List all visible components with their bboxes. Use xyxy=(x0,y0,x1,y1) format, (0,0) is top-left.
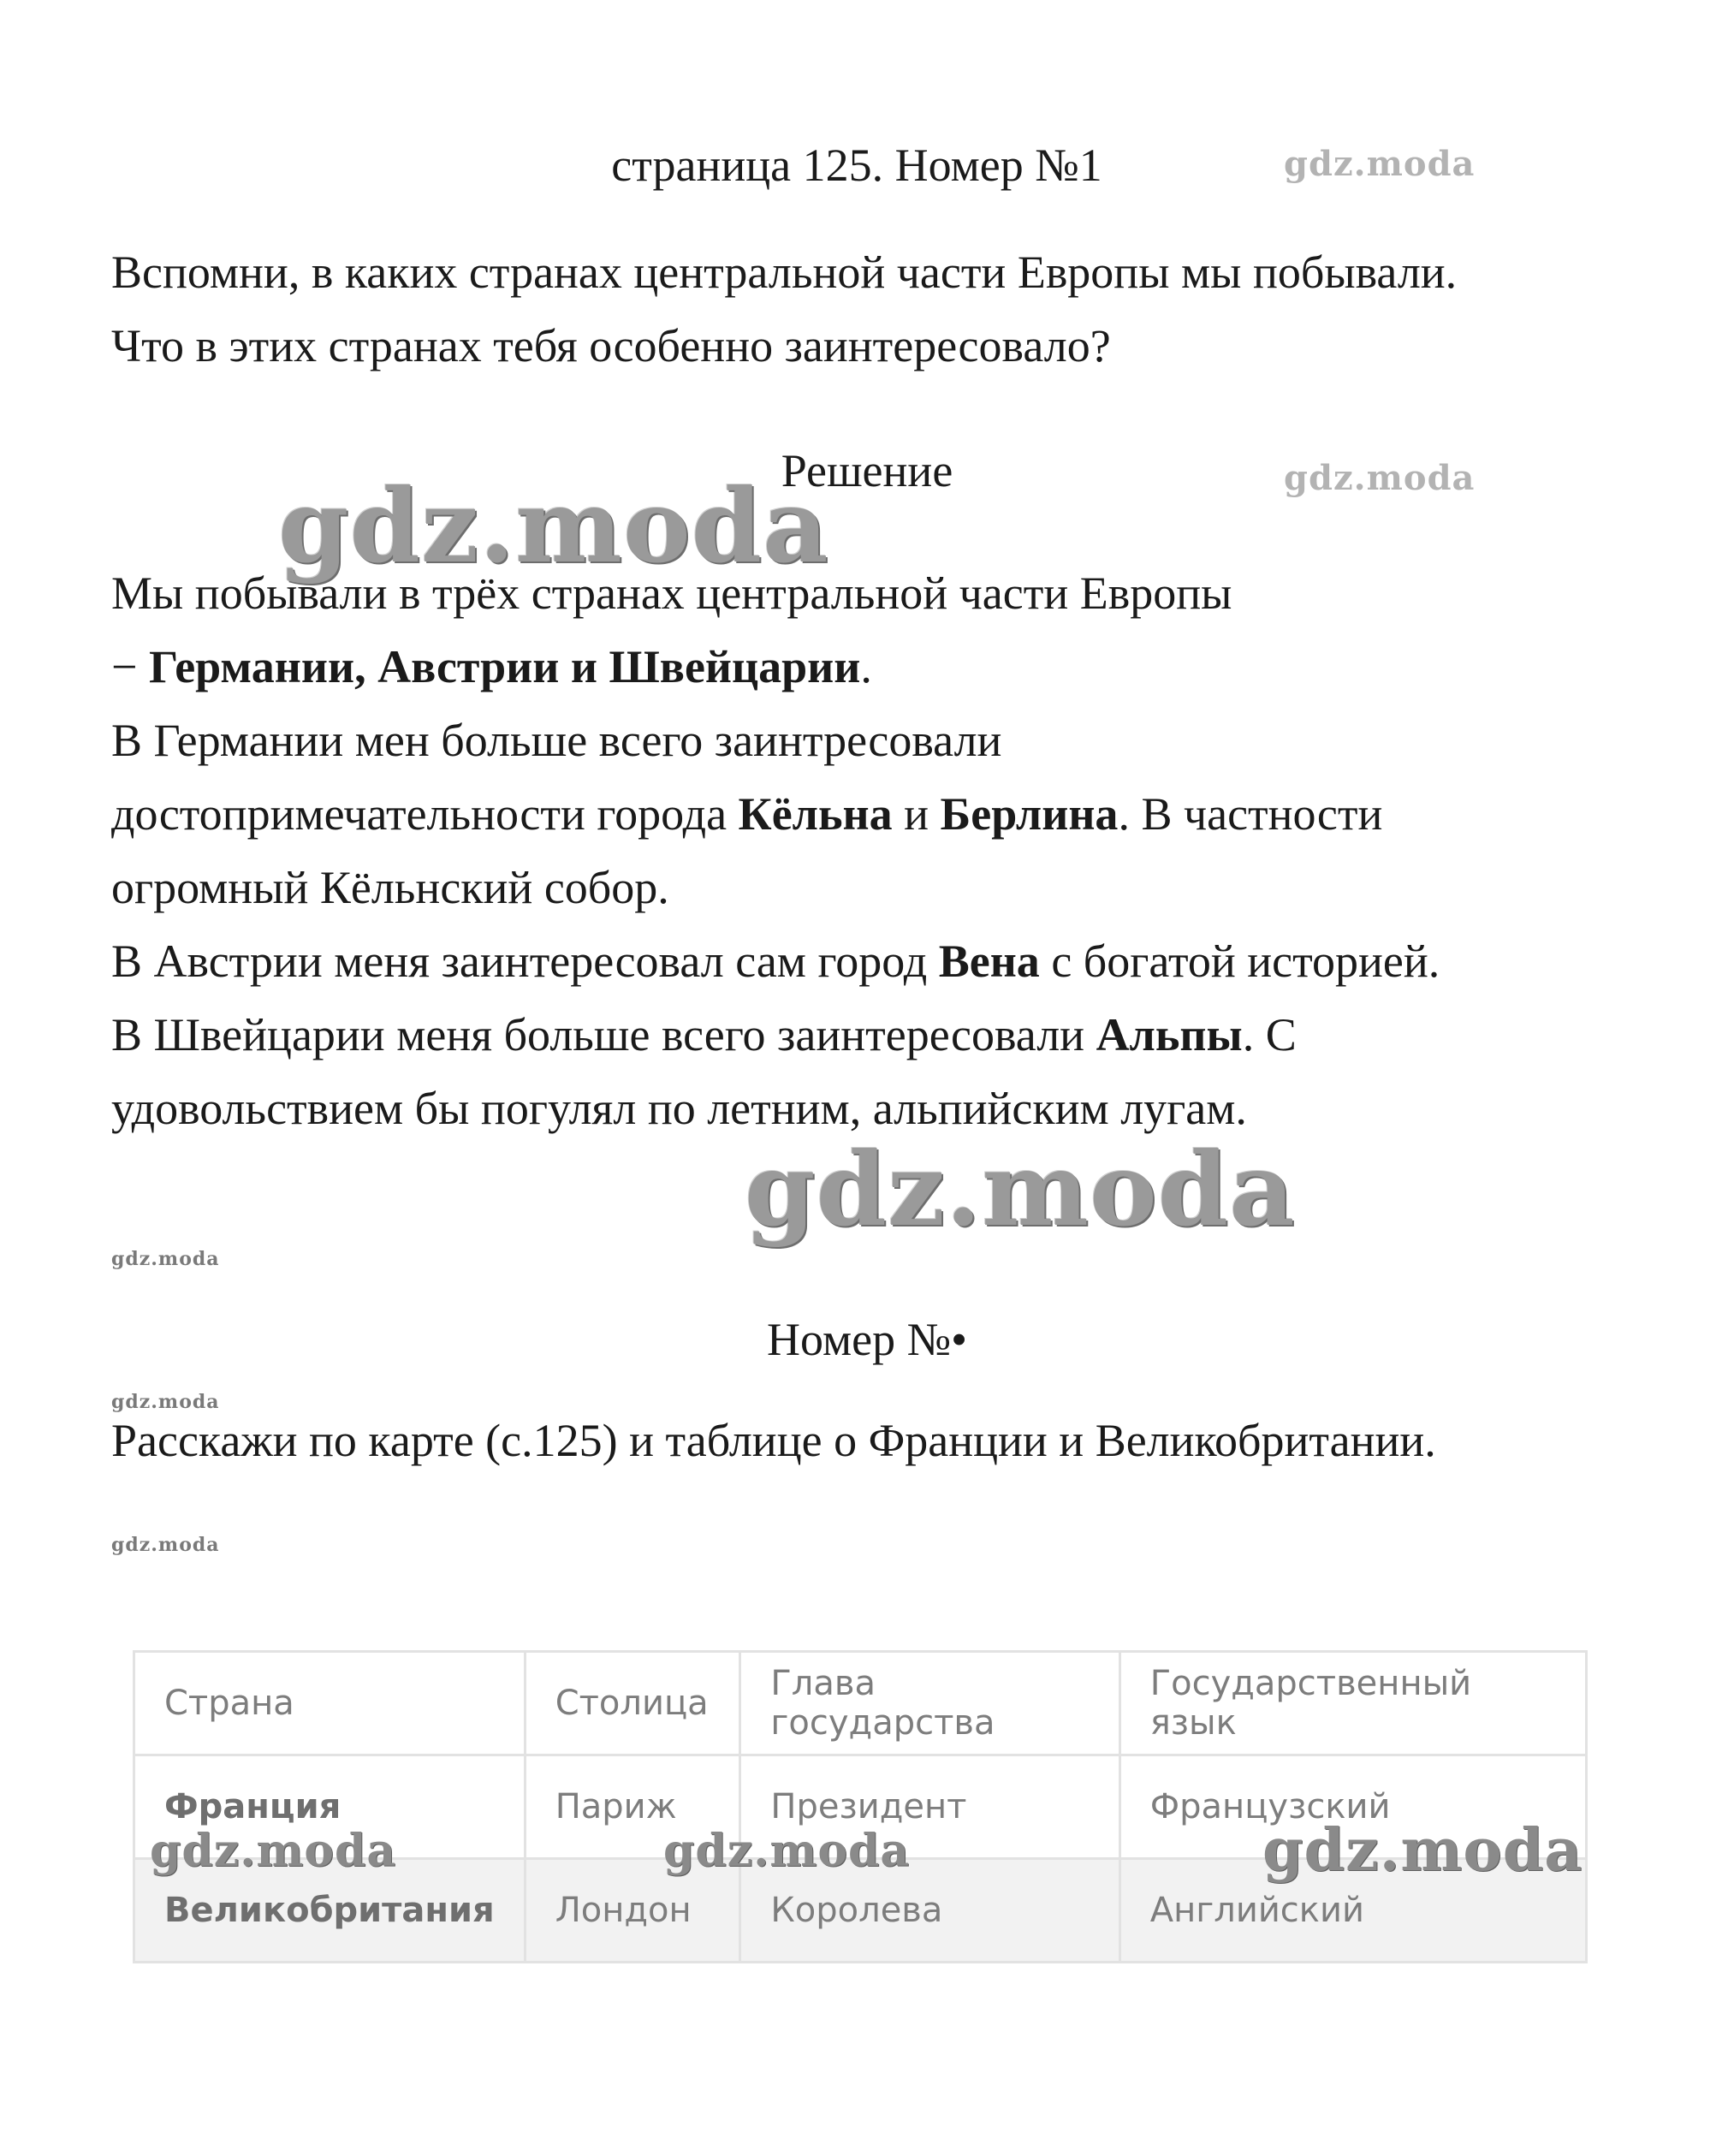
watermark: gdz.moda xyxy=(150,1825,397,1877)
dash: − xyxy=(111,641,149,692)
table-header-cell: Столица xyxy=(525,1652,740,1755)
watermark: gdz.moda xyxy=(111,1534,220,1556)
watermark: gdz.moda xyxy=(278,466,829,585)
watermark: gdz.moda xyxy=(111,1391,220,1413)
task2-question: Расскажи по карте (с.125) и таблице о Франции и Великобритании. xyxy=(111,1415,1436,1466)
text: достопримечательности города xyxy=(111,788,739,840)
countries-bold: Германии, Австрии и Швейцарии xyxy=(148,641,861,692)
table-cell: Лондон xyxy=(525,1859,740,1963)
table-cell: Президент xyxy=(740,1755,1119,1859)
answer-line: огромный Кёльнский собор. xyxy=(111,862,669,913)
watermark: gdz.moda xyxy=(1262,1816,1583,1885)
answer-line: удовольствием бы погулял по летним, альпийским лугам. xyxy=(111,1083,1247,1134)
watermark: gdz.moda xyxy=(1284,144,1476,184)
question-line-1: Вспомни, в каких странах центральной части Европы мы побывали. xyxy=(111,246,1458,298)
table-cell: Париж xyxy=(525,1755,740,1859)
table-cell: Великобритания xyxy=(134,1859,526,1963)
question-line-2: Что в этих странах тебя особенно заинтересовало? xyxy=(111,320,1111,371)
table-cell: Королева xyxy=(740,1859,1119,1963)
city-bold: Берлина xyxy=(940,788,1119,840)
answer-line xyxy=(111,630,1635,704)
text: . В частности xyxy=(1118,788,1383,840)
task2-title: Номер №• xyxy=(766,1314,968,1365)
countries-table xyxy=(133,1650,1588,1963)
watermark: gdz.moda xyxy=(745,1130,1296,1249)
table-header-cell: Государственный язык xyxy=(1119,1652,1586,1755)
answer-line: Мы побывали в трёх странах центральной части Европы xyxy=(111,567,1232,619)
period: . xyxy=(860,641,872,692)
city-bold: Кёльна xyxy=(738,788,893,840)
text: и xyxy=(892,788,941,840)
answer-line xyxy=(111,777,1635,851)
watermark: gdz.moda xyxy=(111,1248,220,1270)
table-header-cell: Глава государства xyxy=(740,1652,1119,1755)
text: . С xyxy=(1242,1009,1297,1060)
text: В Австрии меня заинтересовал сам город xyxy=(111,935,939,987)
table-header-cell: Страна xyxy=(134,1652,526,1755)
answer-line: В Германии мен больше всего заинтресовали xyxy=(111,715,1002,766)
city-bold: Вена xyxy=(938,935,1040,987)
table-cell: Французский xyxy=(1119,1755,1586,1859)
answer-line xyxy=(111,998,1635,1072)
text: с богатой историей. xyxy=(1039,935,1440,987)
answer-text xyxy=(111,556,1635,1145)
answer-line xyxy=(111,924,1635,998)
watermark: gdz.moda xyxy=(663,1825,911,1877)
solution-heading: Решение xyxy=(781,445,953,496)
table-cell: Английский xyxy=(1119,1859,1586,1963)
table-header-row xyxy=(134,1652,1587,1755)
page-title: страница 125. Номер №1 xyxy=(611,140,1102,191)
text: В Швейцарии меня больше всего заинтересовали xyxy=(111,1009,1096,1060)
task1-question xyxy=(111,235,1635,383)
watermark: gdz.moda xyxy=(1284,458,1476,498)
table-cell: Франция xyxy=(134,1755,526,1859)
mountains-bold: Альпы xyxy=(1096,1009,1243,1060)
